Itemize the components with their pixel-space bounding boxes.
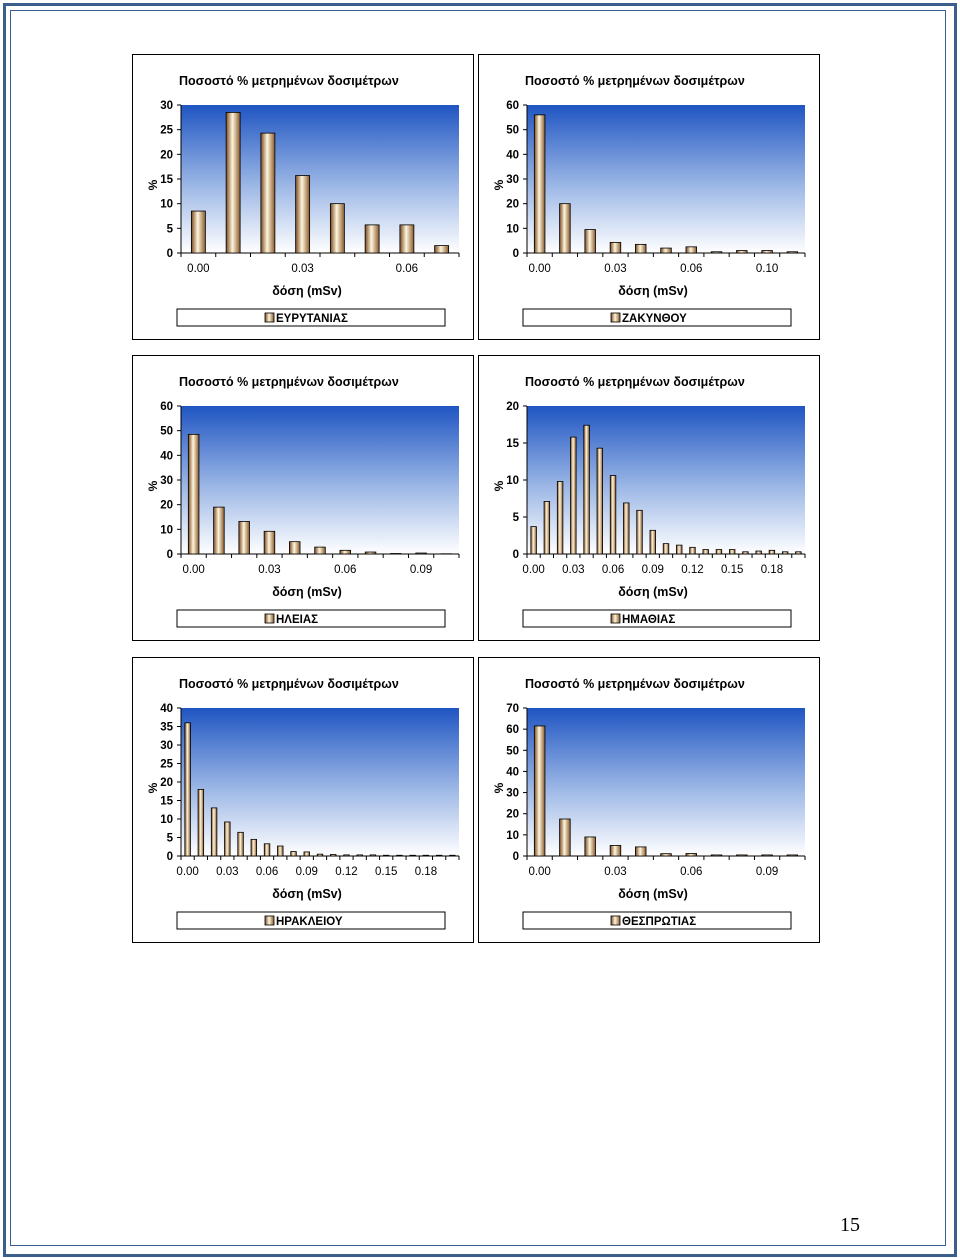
chart-svg bbox=[479, 356, 819, 640]
x-tick-label: 0.00 bbox=[187, 263, 210, 275]
bar bbox=[743, 552, 749, 554]
y-tick-label: 10 bbox=[160, 524, 173, 537]
bar bbox=[225, 822, 231, 856]
chart-ileia bbox=[132, 355, 474, 641]
chart-svg bbox=[133, 55, 473, 339]
legend-swatch bbox=[611, 313, 620, 322]
bar bbox=[635, 847, 646, 856]
x-tick-label: 0.06 bbox=[601, 564, 625, 576]
bar bbox=[191, 211, 205, 253]
y-axis-label: % bbox=[492, 782, 506, 794]
plot-area bbox=[527, 406, 805, 554]
chart-title: Ποσοστό % μετρημένων δοσιμέτρων bbox=[179, 375, 399, 389]
bar bbox=[663, 544, 669, 554]
y-tick-label: 0 bbox=[512, 248, 519, 260]
y-tick-label: 0 bbox=[166, 248, 173, 260]
bar bbox=[624, 503, 630, 554]
x-tick-label: 0.06 bbox=[395, 263, 419, 275]
y-tick-label: 50 bbox=[506, 745, 519, 758]
x-tick-label: 0.06 bbox=[680, 263, 703, 275]
legend-swatch bbox=[265, 614, 274, 623]
x-tick-label: 0.03 bbox=[258, 564, 281, 576]
bar bbox=[211, 808, 217, 856]
page-number: 15 bbox=[840, 1214, 860, 1236]
x-axis-label: δόση (mSv) bbox=[272, 887, 342, 901]
bar bbox=[711, 252, 722, 253]
y-tick-label: 40 bbox=[506, 149, 519, 162]
x-tick-label: 0.09 bbox=[641, 564, 664, 576]
chart-title: Ποσοστό % μετρημένων δοσιμέτρων bbox=[179, 74, 399, 88]
chart-title: Ποσοστό % μετρημένων δοσιμέτρων bbox=[525, 677, 745, 691]
chart-svg bbox=[479, 55, 819, 339]
x-tick-label: 0.03 bbox=[604, 866, 627, 878]
y-tick-label: 30 bbox=[506, 787, 519, 800]
y-tick-label: 30 bbox=[506, 174, 519, 186]
y-tick-label: 60 bbox=[506, 100, 519, 112]
x-axis-label: δόση (mSv) bbox=[618, 887, 688, 901]
bar bbox=[610, 476, 616, 554]
chart-imathia bbox=[478, 355, 820, 641]
bar bbox=[291, 852, 297, 856]
bar bbox=[711, 855, 722, 856]
chart-zakynthos bbox=[478, 54, 820, 340]
bar bbox=[278, 846, 284, 856]
x-tick-label: 0.10 bbox=[755, 263, 779, 275]
bar bbox=[289, 542, 300, 554]
chart-svg bbox=[133, 356, 473, 640]
bar bbox=[185, 723, 191, 856]
bar bbox=[239, 521, 250, 554]
bar bbox=[370, 855, 376, 856]
bar bbox=[365, 552, 376, 554]
x-tick-label: 0.12 bbox=[681, 564, 704, 576]
bar bbox=[251, 839, 257, 856]
y-tick-label: 70 bbox=[506, 703, 519, 715]
chart-svg bbox=[479, 658, 819, 942]
y-tick-label: 30 bbox=[160, 740, 173, 752]
x-tick-label: 0.00 bbox=[182, 564, 205, 576]
bar bbox=[769, 550, 775, 554]
x-tick-label: 0.00 bbox=[528, 866, 551, 878]
x-tick-label: 0.03 bbox=[291, 263, 314, 275]
x-axis-label: δόση (mSv) bbox=[272, 585, 342, 599]
x-tick-label: 0.12 bbox=[335, 866, 358, 878]
bar bbox=[365, 225, 379, 253]
y-tick-label: 40 bbox=[160, 703, 173, 715]
y-axis-label: % bbox=[146, 179, 160, 191]
bar bbox=[762, 251, 773, 253]
bar bbox=[450, 855, 456, 856]
bar bbox=[703, 550, 709, 554]
chart-title: Ποσοστό % μετρημένων δοσιμέτρων bbox=[525, 74, 745, 88]
y-tick-label: 20 bbox=[160, 149, 173, 162]
bar bbox=[344, 855, 350, 856]
x-tick-label: 0.18 bbox=[414, 866, 438, 878]
bar bbox=[787, 252, 798, 253]
bar bbox=[796, 552, 802, 554]
y-tick-label: 40 bbox=[506, 766, 519, 779]
bar bbox=[238, 832, 244, 856]
x-tick-label: 0.09 bbox=[755, 866, 779, 878]
x-tick-label: 0.18 bbox=[760, 564, 784, 576]
y-tick-label: 20 bbox=[160, 777, 173, 789]
y-tick-label: 25 bbox=[160, 758, 173, 771]
bar bbox=[410, 855, 416, 856]
bar bbox=[544, 501, 550, 554]
bar bbox=[585, 837, 596, 856]
y-tick-label: 5 bbox=[166, 223, 173, 236]
y-tick-label: 20 bbox=[506, 198, 519, 211]
bar bbox=[782, 552, 788, 554]
bar bbox=[686, 247, 697, 253]
y-axis-label: % bbox=[146, 782, 160, 794]
bar bbox=[400, 225, 414, 253]
y-tick-label: 30 bbox=[160, 475, 173, 487]
x-tick-label: 0.00 bbox=[528, 263, 551, 275]
x-tick-label: 0.00 bbox=[522, 564, 545, 576]
bar bbox=[423, 855, 429, 856]
bar bbox=[729, 550, 735, 554]
bar bbox=[416, 553, 427, 554]
x-tick-label: 0.03 bbox=[216, 866, 239, 878]
bar bbox=[787, 855, 798, 856]
x-tick-label: 0.09 bbox=[409, 564, 433, 576]
chart-irakleio bbox=[132, 657, 474, 943]
legend-label: ΕΥΡΥΤΑΝΙΑΣ bbox=[276, 313, 348, 325]
bar bbox=[737, 251, 748, 253]
bar bbox=[637, 510, 643, 554]
y-tick-label: 40 bbox=[160, 450, 173, 463]
x-axis-label: δόση (mSv) bbox=[618, 585, 688, 599]
y-axis-label: % bbox=[146, 480, 160, 492]
x-tick-label: 0.06 bbox=[680, 866, 703, 878]
y-tick-label: 60 bbox=[506, 724, 519, 737]
chart-svg bbox=[133, 658, 473, 942]
legend-label: ΗΛΕΙΑΣ bbox=[276, 614, 319, 626]
bar bbox=[560, 819, 571, 856]
bar bbox=[340, 550, 351, 554]
x-tick-label: 0.03 bbox=[562, 564, 585, 576]
bar bbox=[737, 855, 748, 856]
bar bbox=[296, 176, 310, 253]
bar bbox=[435, 246, 449, 253]
bar bbox=[188, 434, 199, 554]
y-tick-label: 50 bbox=[506, 124, 519, 137]
y-tick-label: 15 bbox=[160, 795, 173, 808]
bar bbox=[635, 244, 646, 253]
x-axis-label: δόση (mSv) bbox=[272, 284, 342, 298]
y-tick-label: 20 bbox=[506, 401, 519, 413]
y-tick-label: 10 bbox=[506, 829, 519, 842]
bar bbox=[690, 547, 696, 554]
legend-swatch bbox=[611, 916, 620, 925]
bar bbox=[397, 855, 403, 856]
bar bbox=[676, 545, 682, 554]
bar bbox=[264, 844, 270, 856]
bar bbox=[264, 531, 275, 554]
y-tick-label: 0 bbox=[512, 851, 519, 863]
bar bbox=[261, 133, 275, 253]
x-tick-label: 0.03 bbox=[604, 263, 627, 275]
plot-area bbox=[181, 708, 459, 856]
bar bbox=[661, 248, 672, 253]
bar bbox=[661, 854, 672, 856]
bar bbox=[584, 425, 590, 554]
bar bbox=[357, 855, 363, 856]
legend-label: ΖΑΚΥΝΘΟΥ bbox=[622, 313, 687, 325]
y-tick-label: 20 bbox=[506, 808, 519, 821]
bar bbox=[585, 230, 596, 253]
y-tick-label: 35 bbox=[160, 721, 173, 734]
legend-swatch bbox=[265, 916, 274, 925]
chart-thesprotia bbox=[478, 657, 820, 943]
legend-swatch bbox=[265, 313, 274, 322]
chart-evrytania bbox=[132, 54, 474, 340]
plot-area bbox=[181, 105, 459, 253]
x-tick-label: 0.15 bbox=[720, 564, 744, 576]
bar bbox=[560, 204, 571, 253]
y-tick-label: 5 bbox=[512, 512, 519, 524]
bar bbox=[198, 789, 204, 856]
bar bbox=[557, 481, 563, 554]
y-tick-label: 10 bbox=[506, 475, 519, 487]
y-tick-label: 10 bbox=[160, 814, 173, 826]
y-tick-label: 15 bbox=[160, 174, 173, 186]
y-tick-label: 60 bbox=[160, 401, 173, 413]
bar bbox=[650, 530, 656, 554]
x-tick-label: 0.00 bbox=[176, 866, 199, 878]
bar bbox=[610, 845, 621, 856]
bar bbox=[226, 112, 240, 253]
bar bbox=[571, 437, 577, 554]
y-tick-label: 25 bbox=[160, 124, 173, 137]
bar bbox=[315, 547, 326, 554]
y-axis-label: % bbox=[492, 179, 506, 191]
x-tick-label: 0.09 bbox=[295, 866, 318, 878]
x-tick-label: 0.06 bbox=[255, 866, 279, 878]
bar bbox=[597, 448, 603, 554]
chart-title: Ποσοστό % μετρημένων δοσιμέτρων bbox=[179, 677, 399, 691]
legend-label: ΗΡΑΚΛΕΙΟΥ bbox=[276, 916, 343, 928]
y-tick-label: 0 bbox=[166, 549, 173, 561]
y-tick-label: 0 bbox=[166, 851, 173, 863]
bar bbox=[610, 242, 621, 253]
y-tick-label: 15 bbox=[506, 438, 519, 450]
y-tick-label: 20 bbox=[160, 499, 173, 512]
bar bbox=[436, 855, 442, 856]
y-tick-label: 30 bbox=[160, 100, 173, 112]
y-tick-label: 50 bbox=[160, 425, 173, 438]
bar bbox=[762, 855, 773, 856]
x-tick-label: 0.15 bbox=[374, 866, 398, 878]
x-tick-label: 0.06 bbox=[334, 564, 357, 576]
chart-title: Ποσοστό % μετρημένων δοσιμέτρων bbox=[525, 375, 745, 389]
y-axis-label: % bbox=[492, 480, 506, 492]
y-tick-label: 0 bbox=[512, 549, 519, 561]
bar bbox=[716, 550, 722, 554]
bar bbox=[317, 854, 323, 856]
bar bbox=[534, 115, 545, 253]
bar bbox=[330, 204, 344, 253]
bar bbox=[383, 855, 389, 856]
y-tick-label: 10 bbox=[506, 223, 519, 236]
bar bbox=[531, 527, 537, 554]
bar bbox=[214, 507, 225, 554]
x-axis-label: δόση (mSv) bbox=[618, 284, 688, 298]
bar bbox=[534, 726, 545, 856]
bar bbox=[330, 855, 336, 856]
bar bbox=[686, 853, 697, 856]
y-tick-label: 5 bbox=[166, 832, 173, 845]
y-tick-label: 10 bbox=[160, 198, 173, 211]
legend-swatch bbox=[611, 614, 620, 623]
legend-label: ΘΕΣΠΡΩΤΙΑΣ bbox=[622, 916, 697, 928]
bar bbox=[304, 852, 310, 856]
legend-label: ΗΜΑΘΙΑΣ bbox=[622, 614, 676, 626]
bar bbox=[756, 551, 762, 554]
